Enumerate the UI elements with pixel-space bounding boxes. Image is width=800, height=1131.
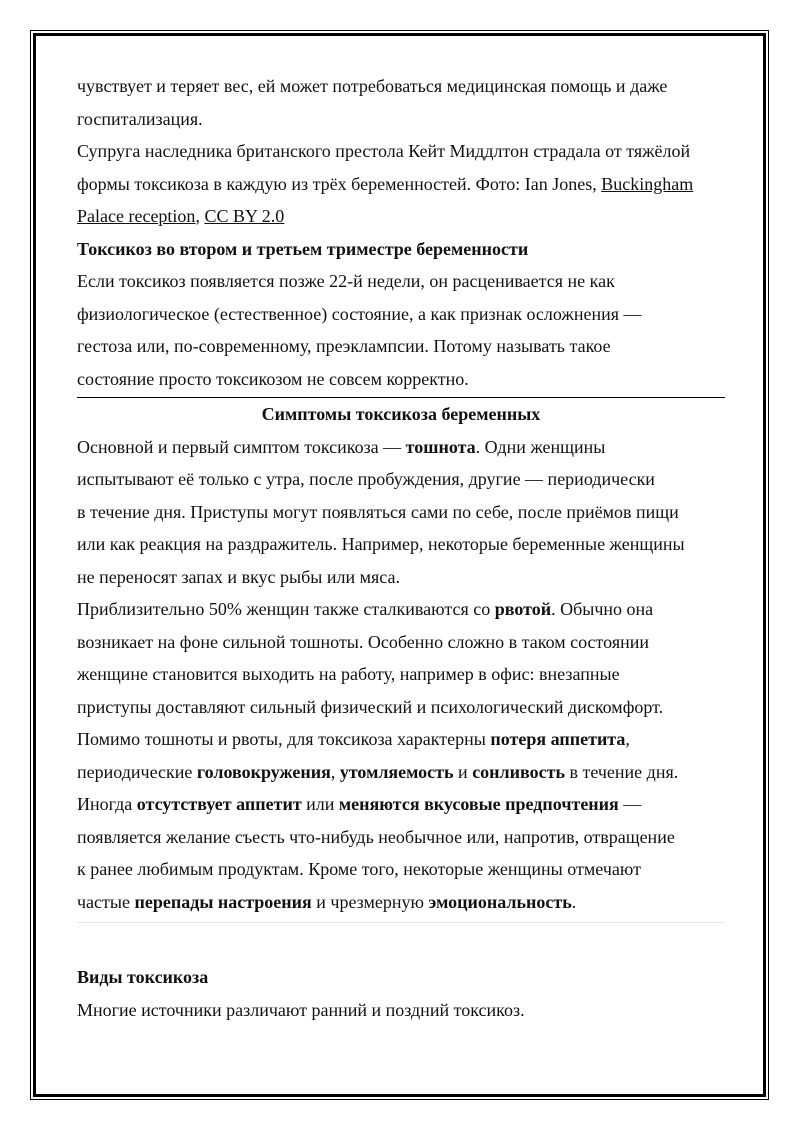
emphasis-no-appetite: отсутствует аппетит	[136, 794, 302, 814]
text-line: чувствует и теряет вес, ей может потребоваться медицинская помощь и даже	[77, 76, 668, 96]
caption-separator: ,	[195, 206, 205, 226]
paragraph-other-symptoms: Помимо тошноты и рвоты, для токсикоза характерны потеря аппетита, периодические головокружения, утомляемость и сонливость в течение дня. Иногда отсутствует аппетит или меняются вкусовые предпочтения — появляется желание съесть что-нибудь необычное или, напротив, отвращение к ранее любимым продуктам. Кроме того, некоторые женщины отмечают частые перепады настроения и чрезмерную эмоциональность.	[77, 729, 679, 912]
caption-text: Супруга наследника британского престола Кейт Миддлтон страдала от тяжёлой	[77, 141, 691, 161]
emphasis-drowsiness: сонливость	[472, 761, 565, 782]
text-line: состояние просто токсикозом не совсем корректно.	[77, 368, 469, 389]
paragraph-trimester	[77, 265, 725, 395]
link-cc-by-license[interactable]: CC BY 2.0	[204, 206, 285, 226]
heading-trimester: Токсикоз во втором и третьем триместре беременности	[77, 238, 529, 259]
emphasis-taste-changes: меняются вкусовые предпочтения	[338, 794, 619, 814]
text-line: физиологическое (естественное) состояние, а как признак осложнения —	[77, 303, 642, 324]
heading-types: Виды токсикоза	[77, 967, 209, 987]
vertical-spacer	[77, 923, 725, 961]
emphasis-vomiting: рвотой	[494, 599, 552, 619]
paragraph-vomiting: Приблизительно 50% женщин также сталкиваются со рвотой. Обычно она возникает на фоне сильной тошноты. Особенно сложно в таком состоянии женщине становится выходить на работу, например в офис: внезапные приступы доставляют сильный физический и психологический дискомфорт.	[77, 599, 664, 717]
text-line: Многие источники различают ранний и поздний токсикоз.	[77, 999, 525, 1020]
emphasis-dizziness: головокружения	[196, 761, 331, 782]
emphasis-emotionality: эмоциональность	[428, 891, 572, 912]
link-buckingham-palace-reception[interactable]: Buckingham Palace reception	[77, 173, 694, 226]
heading-symptoms: Симптомы токсикоза беременных	[261, 404, 541, 424]
text-line: гестоза или, по-современному, преэклампсии. Потому называть такое	[77, 336, 611, 356]
emphasis-nausea: тошнота	[405, 436, 476, 457]
photo-caption	[77, 135, 725, 233]
text-line: Если токсикоз появляется позже 22-й недели, он расценивается не как	[77, 271, 615, 291]
paragraph-nausea: Основной и первый симптом токсикоза — тошнота. Одни женщины испытывают её только с утра, после пробуждения, другие — периодически в течение дня. Приступы могут появляться сами по себе, после приёмов пищи или как реакция на раздражитель. Например, некоторые беременные женщины не переносят запах и вкус рыбы или мяса.	[77, 436, 685, 587]
emphasis-mood-swings: перепады настроения	[134, 891, 312, 912]
caption-text: формы токсикоза в каждую из трёх беременностей. Фото: Ian Jones,	[77, 173, 602, 194]
emphasis-fatigue: утомляемость	[339, 761, 454, 782]
paragraph-types	[77, 994, 725, 1027]
text-line: госпитализация.	[77, 108, 203, 129]
emphasis-appetite-loss: потеря аппетита	[490, 729, 626, 749]
paragraph-intro	[77, 70, 725, 135]
document-body	[77, 70, 725, 1026]
